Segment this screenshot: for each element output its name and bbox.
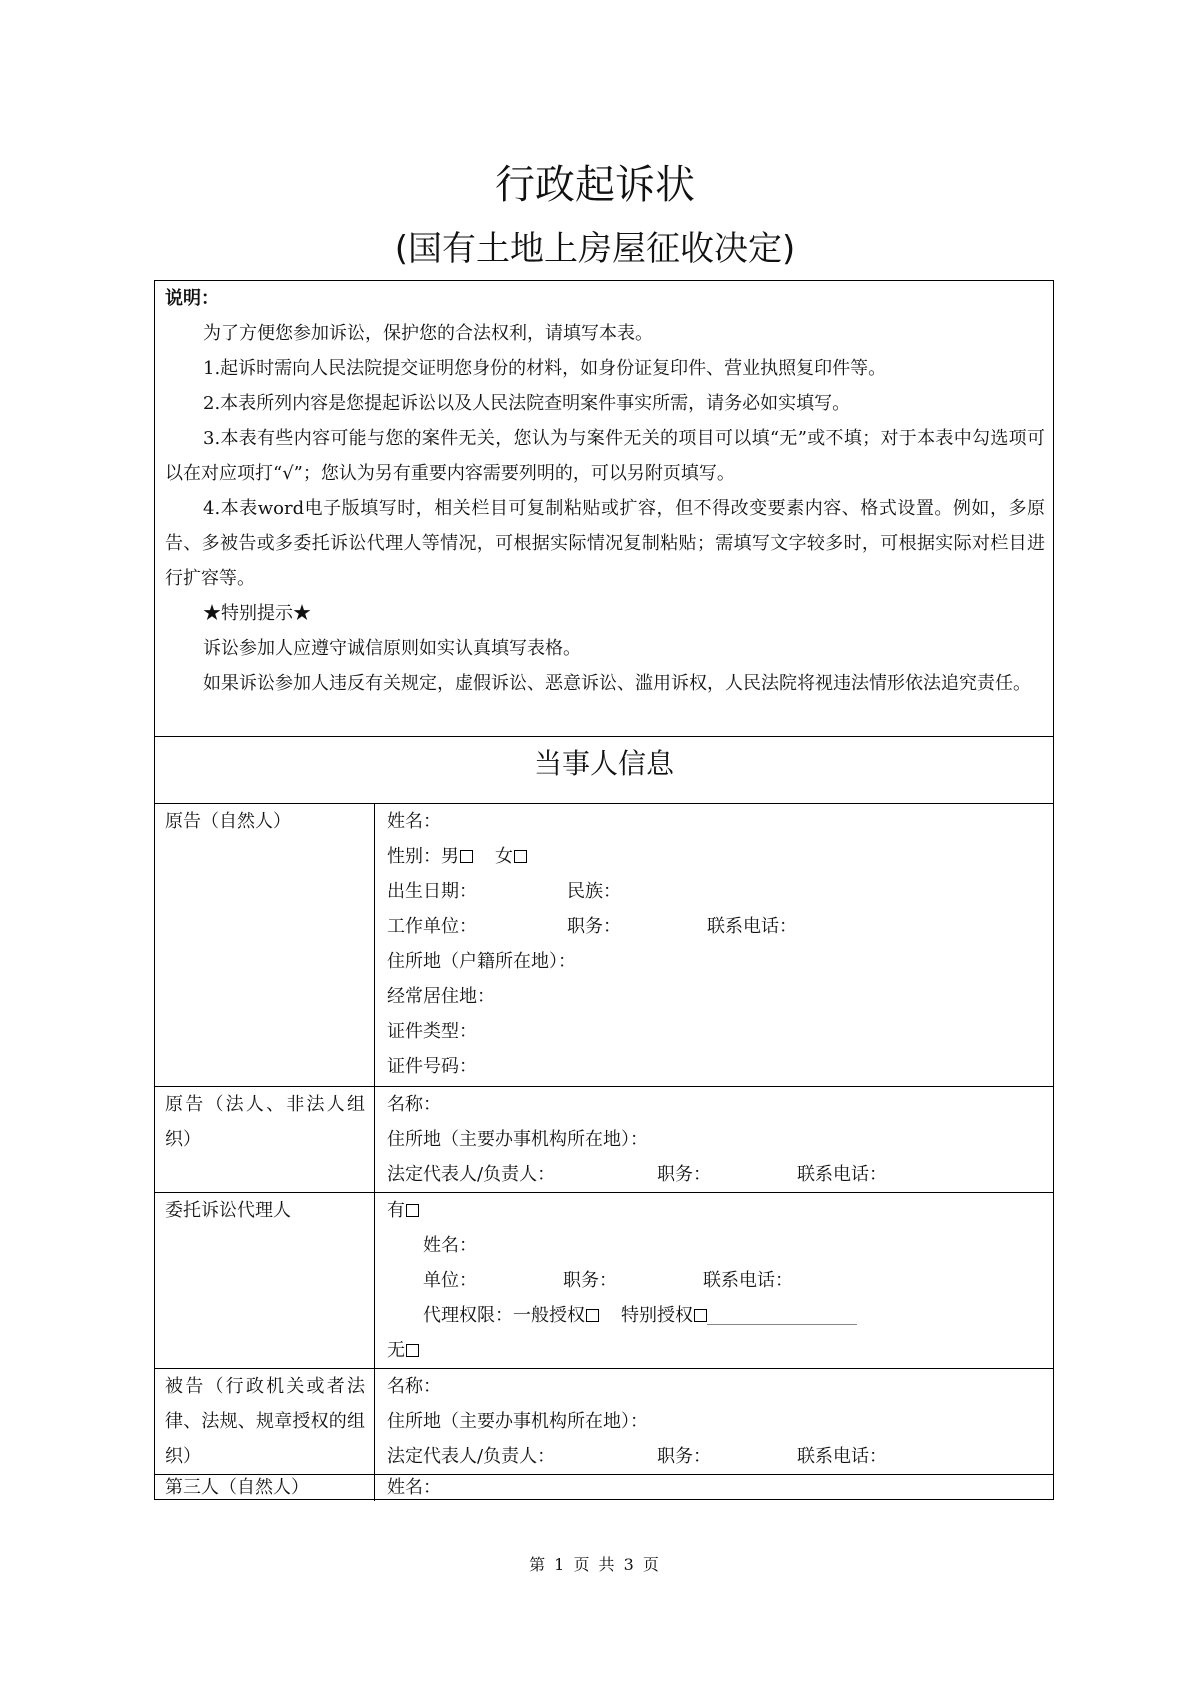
plaintiff-person-label: 原告（自然人） [165,811,291,832]
special-authority-blank[interactable] [707,1304,857,1325]
page-suffix: 页 [642,1555,661,1574]
gender-female-label: 女 [495,846,513,867]
special-notice-1: 诉讼参加人应遵守诚信原则如实认真填写表格。 [203,638,581,659]
defendant-rep-field[interactable]: 法定代表人/负责人： [387,1446,556,1467]
third-party-name-field[interactable]: 姓名： [387,1477,441,1498]
employer-field[interactable]: 工作单位： [387,916,477,937]
agent-no-checkbox[interactable] [406,1344,419,1357]
agent-position-field[interactable]: 职务： [563,1270,617,1291]
agent-unit-field[interactable]: 单位： [423,1270,477,1291]
notes-item-3: 3.本表有些内容可能与您的案件无关，您认为与案件无关的项目可以填“无”或不填；对于本表中勾选项可以在对应项打“√”；您认为另有重要内容需要列明的，可以另附页填写。 [165,428,1045,484]
org-position-field[interactable]: 职务： [657,1164,711,1185]
agent-yes-checkbox[interactable] [406,1204,419,1217]
birth-date-field[interactable]: 出生日期： [387,881,477,902]
domicile-field[interactable]: 住所地（户籍所在地）： [387,951,576,972]
position-field[interactable]: 职务： [567,916,621,937]
id-number-field[interactable]: 证件号码： [387,1056,477,1077]
defendant-address-field[interactable]: 住所地（主要办事机构所在地）： [387,1411,648,1432]
special-notice-title: ★特别提示★ [203,603,311,624]
notes-intro: 为了方便您参加诉讼，保护您的合法权利，请填写本表。 [203,323,653,344]
third-party-label: 第三人（自然人） [165,1477,309,1498]
column-divider [374,803,375,1501]
document-subtitle: (国有土地上房屋征收决定) [394,229,796,269]
general-authority-checkbox[interactable] [586,1309,599,1322]
agent-no-option [387,1333,419,1368]
agent-label: 委托诉讼代理人 [165,1200,291,1221]
special-authority-checkbox[interactable] [694,1309,707,1322]
page-middle: 页 共 [573,1555,617,1574]
divider [155,736,1053,737]
agent-yes-label: 有 [387,1200,405,1221]
residence-field[interactable]: 经常居住地： [387,986,495,1007]
defendant-phone-field[interactable]: 联系电话： [797,1446,887,1467]
page-total: 3 [623,1555,636,1574]
section-title: 当事人信息 [533,747,674,780]
agent-no-label: 无 [387,1340,405,1361]
notes-item-2: 2.本表所列内容是您提起诉讼以及人民法院查明案件事实所需，请务必如实填写。 [203,393,851,414]
org-rep-field[interactable]: 法定代表人/负责人： [387,1164,556,1185]
plaintiff-org-label: 原告（法人、非法人组织） [165,1094,365,1150]
notes-heading: 说明： [165,288,219,309]
gender-field [387,839,527,874]
document-title: 行政起诉状 [495,162,695,208]
ethnicity-field[interactable]: 民族： [567,881,621,902]
org-address-field[interactable]: 住所地（主要办事机构所在地）： [387,1129,648,1150]
notes-item-1: 1.起诉时需向人民法院提交证明您身份的材料，如身份证复印件、营业执照复印件等。 [203,358,887,379]
phone-field[interactable]: 联系电话： [707,916,797,937]
gender-male-checkbox[interactable] [460,850,473,863]
defendant-label: 被告（行政机关或者法律、法规、规章授权的组织） [165,1376,365,1467]
agent-authority-field [423,1298,857,1333]
defendant-position-field[interactable]: 职务： [657,1446,711,1467]
id-type-field[interactable]: 证件类型： [387,1021,477,1042]
org-phone-field[interactable]: 联系电话： [797,1164,887,1185]
page-footer [0,1553,1190,1577]
gender-female-checkbox[interactable] [514,850,527,863]
agent-phone-field[interactable]: 联系电话： [703,1270,793,1291]
page-number: 1 [554,1555,567,1574]
special-notice-2: 如果诉讼参加人违反有关规定，虚假诉讼、恶意诉讼、滥用诉权，人民法院将视违法情形依法追究责任。 [203,673,1031,694]
plaintiff-name-field[interactable]: 姓名： [387,811,441,832]
form-table [154,280,1054,1500]
org-name-field[interactable]: 名称： [387,1094,441,1115]
special-authority-label: 特别授权 [621,1305,693,1326]
general-authority-label: 一般授权 [513,1305,585,1326]
gender-male-label: 男 [441,846,459,867]
gender-label: 性别： [387,846,441,867]
defendant-name-field[interactable]: 名称： [387,1376,441,1397]
agent-yes-option [387,1193,419,1228]
notes-item-4: 4.本表word电子版填写时，相关栏目可复制粘贴或扩容，但不得改变要素内容、格式设置。例如，多原告、多被告或多委托诉讼代理人等情况，可根据实际情况复制粘贴；需填写文字较多时，可根据实际对栏目进行扩容等。 [165,498,1045,589]
authority-label: 代理权限： [423,1305,513,1326]
agent-name-field[interactable]: 姓名： [423,1235,477,1256]
page-prefix: 第 [529,1555,548,1574]
